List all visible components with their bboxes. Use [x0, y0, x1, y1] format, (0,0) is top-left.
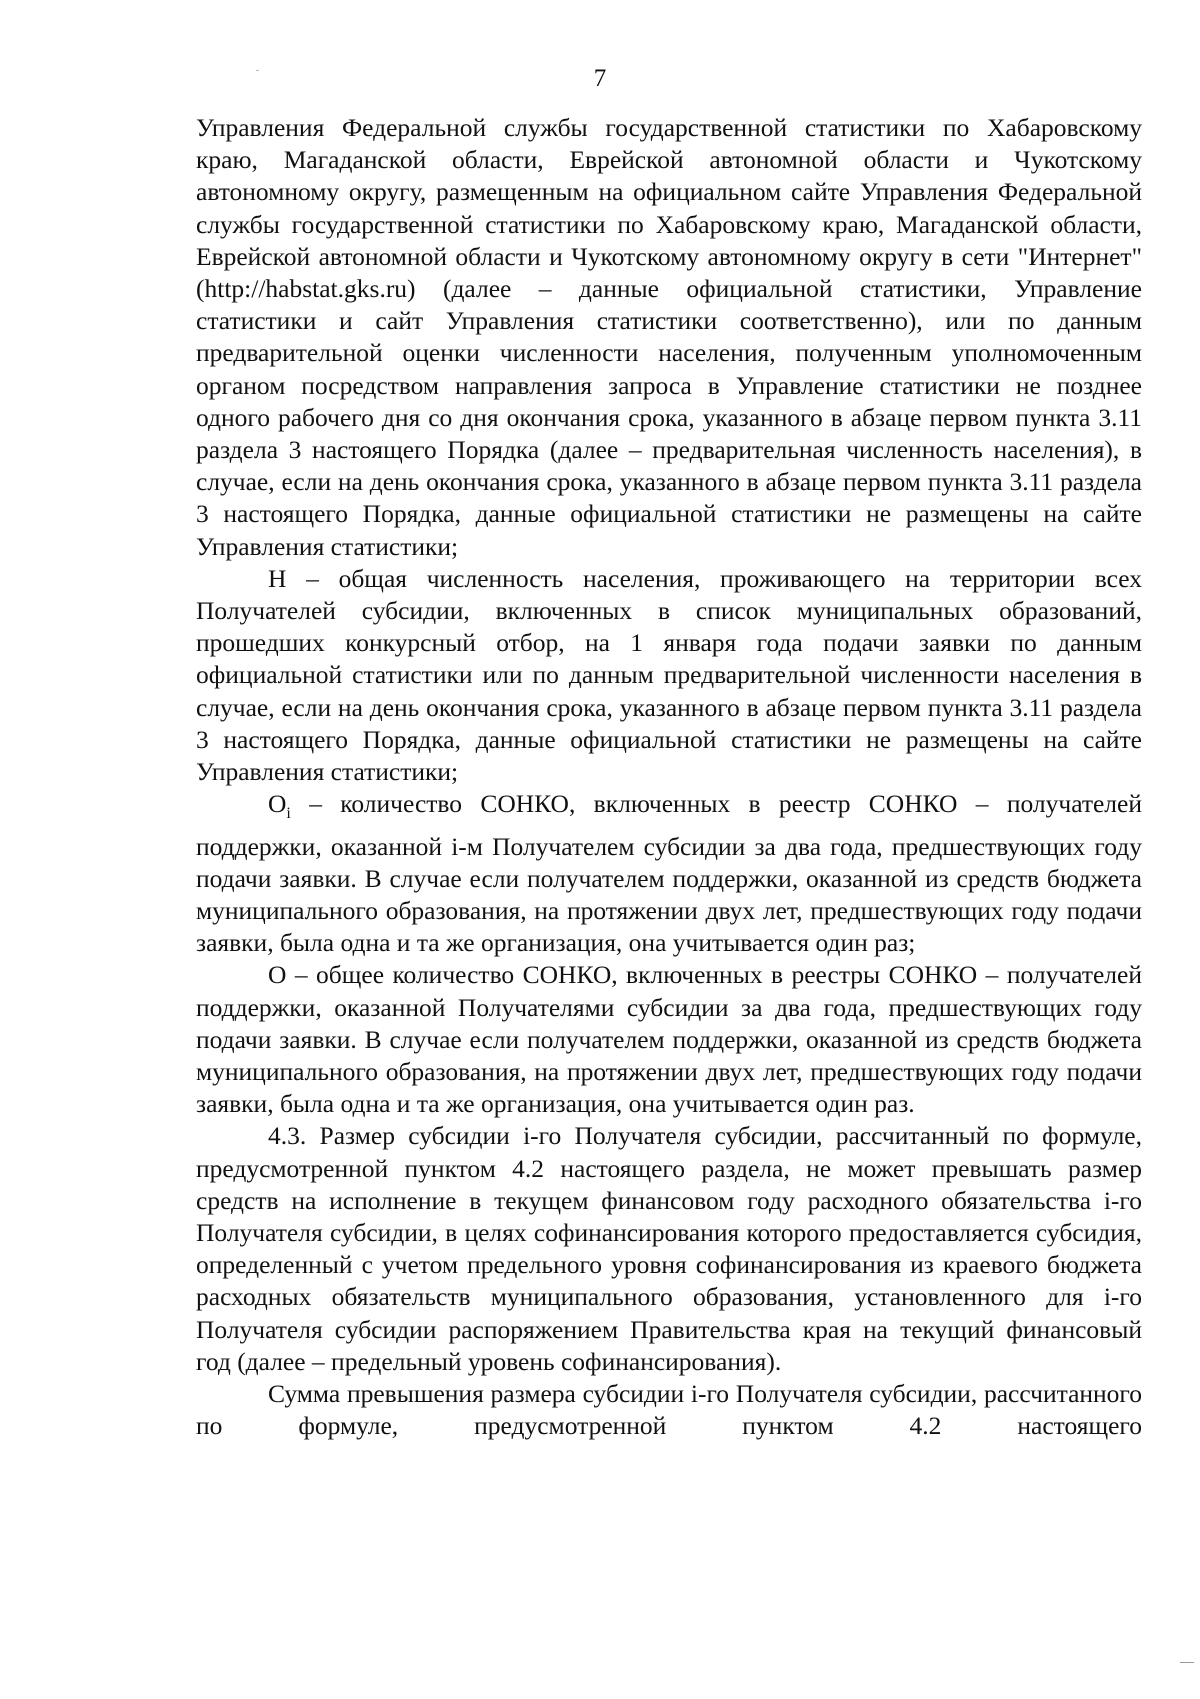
paragraph-6: Сумма превышения размера субсидии i-го Получателя субсидии, рассчитанного по формуле, предусмотренной пунктом 4.2 настоящего [196, 1379, 1142, 1441]
paragraph-4: О – общее количество СОНКО, включенных в реестры СОНКО – получателей поддержки, оказанной Получателями субсидии за два года, предшествующих году подачи заявки. В случае если получателем поддержки, оказанной из средств бюджета муниципального образования, на протяжении двух лет, предшествующих году подачи заявки, была одна и та же организация, она учитывается один раз. [196, 960, 1142, 1119]
document-body [196, 112, 1142, 1442]
paragraph-5: 4.3. Размер субсидии i-го Получателя субсидии, рассчитанный по формуле, предусмотренной пунктом 4.2 настоящего раздела, не может превышать размер средств на исполнение в текущем финансовом году расходного обязательства i-го Получателя субсидии, в целях софинансирования которого предоставляется субсидия, определенный с учетом предельного уровня софинансирования из краевого бюджета расходных обязательств муниципального образования, установленного для i-го Получателя субсидии распоряжением Правительства края на текущий финансовый год (далее – предельный уровень софинансирования). [196, 1121, 1142, 1376]
paragraph-2: Н – общая численность населения, проживающего на территории всех Получателей субсидии, включенных в список муниципальных образований, прошедших конкурсный отбор, на 1 января года подачи заявки по данным официальной статистики или по данным предварительной численности населения в случае, если на день окончания срока, указанного в абзаце первом пункта 3.11 раздела 3 настоящего Порядка, данные официальной статистики не размещены на сайте Управления статистики; [196, 563, 1142, 787]
symbol-o-base: О [268, 789, 287, 819]
symbol-o-i [268, 789, 291, 823]
symbol-o-subscript: i [286, 805, 291, 823]
page-number: 7 [593, 65, 607, 92]
paragraph-3-text: – количество СОНКО, включенных в реестр СОНКО – получателей поддержки, оказанной i-м Получателем субсидии за два года, предшествующих году подачи заявки. В случае если получателем поддержки, оказанной из средств бюджета муниципального образования, на протяжении двух лет, предшествующих году подачи заявки, была одна и та же организация, она учитывается один раз; [196, 789, 1142, 958]
paragraph-3 [196, 788, 1142, 959]
edge-artifact [1180, 1662, 1194, 1663]
paragraph-1: Управления Федеральной службы государственной статистики по Хабаровскому краю, Магаданской области, Еврейской автономной области и Чукотскому автономному округу, размещенным на официальном сайте Управления Федеральной службы государственной статистики по Хабаровскому краю, Магаданской области, Еврейской автономной области и Чукотскому автономному округу в сети "Интернет" (http://habstat.gks.ru) (далее – данные официальной статистики, Управление статистики и сайт Управления статистики соответственно), или по данным предварительной оценки численности населения, полученным уполномоченным органом посредством направления запроса в Управление статистики не позднее одного рабочего дня со дня окончания срока, указанного в абзаце первом пункта 3.11 раздела 3 настоящего Порядка (далее – предварительная численность населения), в случае, если на день окончания срока, указанного в абзаце первом пункта 3.11 раздела 3 настоящего Порядка, данные официальной статистики не размещены на сайте Управления статистики; [196, 113, 1142, 561]
